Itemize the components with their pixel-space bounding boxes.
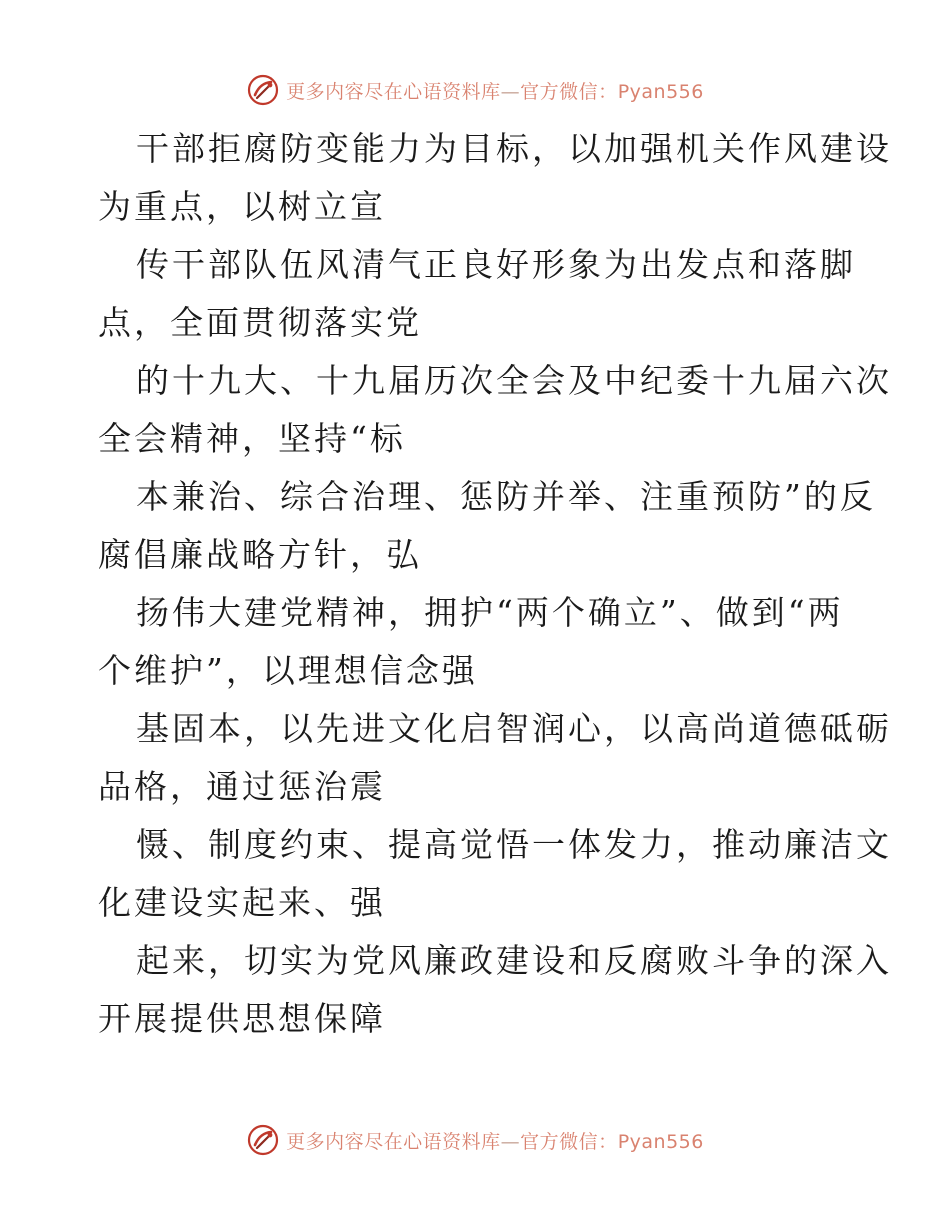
paragraph-line: 起来，切实为党风廉政建设和反腐败斗争的深入	[136, 941, 892, 980]
paragraph-line: 基固本，以先进文化启智润心，以高尚道德砥砺	[136, 709, 892, 748]
paragraph	[98, 468, 876, 584]
paragraph	[98, 816, 892, 932]
paragraph	[98, 352, 892, 468]
header-site-text: 更多内容尽在心语资料库	[286, 80, 501, 103]
header-wechat-id: Pyan556	[617, 80, 704, 103]
footer-wechat-id: Pyan556	[617, 1130, 704, 1153]
logo-icon	[246, 1123, 280, 1157]
paragraph	[98, 236, 858, 352]
paragraph-line: 慑、制度约束、提高觉悟一体发力，推动廉洁文	[136, 825, 892, 864]
paragraph-line: 扬伟大建党精神，拥护“两个确立”、做到“两	[136, 593, 844, 632]
paragraph-line: 个维护”，以理想信念强	[98, 651, 478, 690]
footer-separator: —	[500, 1130, 521, 1153]
paragraph-line: 的十九大、十九届历次全会及中纪委十九届六次	[136, 361, 892, 400]
paragraph-line: 为重点，以树立宣	[98, 187, 386, 226]
paragraph-line: 化建设实起来、强	[98, 883, 386, 922]
paragraph-line: 传干部队伍风清气正良好形象为出发点和落脚	[136, 245, 856, 284]
paragraph	[98, 120, 892, 236]
footer-banner	[0, 1120, 950, 1160]
paragraph	[98, 932, 892, 1048]
document-body	[98, 120, 892, 1048]
paragraph-line: 本兼治、综合治理、惩防并举、注重预防”的反	[136, 477, 876, 516]
paragraph	[98, 700, 892, 816]
paragraph-line: 点，全面贯彻落实党	[98, 303, 422, 342]
footer-banner-text	[286, 1127, 704, 1154]
paragraph-line: 开展提供思想保障	[98, 999, 386, 1038]
paragraph-line: 品格，通过惩治震	[98, 767, 386, 806]
paragraph-line: 全会精神，坚持“标	[98, 419, 406, 458]
paragraph-line: 干部拒腐防变能力为目标，以加强机关作风建设	[136, 129, 892, 168]
header-wechat-label: 官方微信：	[520, 80, 618, 103]
header-banner-text	[286, 77, 704, 104]
paragraph-line: 腐倡廉战略方针，弘	[98, 535, 422, 574]
header-banner	[0, 70, 950, 110]
paragraph	[98, 584, 858, 700]
logo-icon	[246, 73, 280, 107]
header-separator: —	[500, 80, 521, 103]
footer-site-text: 更多内容尽在心语资料库	[286, 1130, 501, 1153]
footer-wechat-label: 官方微信：	[520, 1130, 618, 1153]
